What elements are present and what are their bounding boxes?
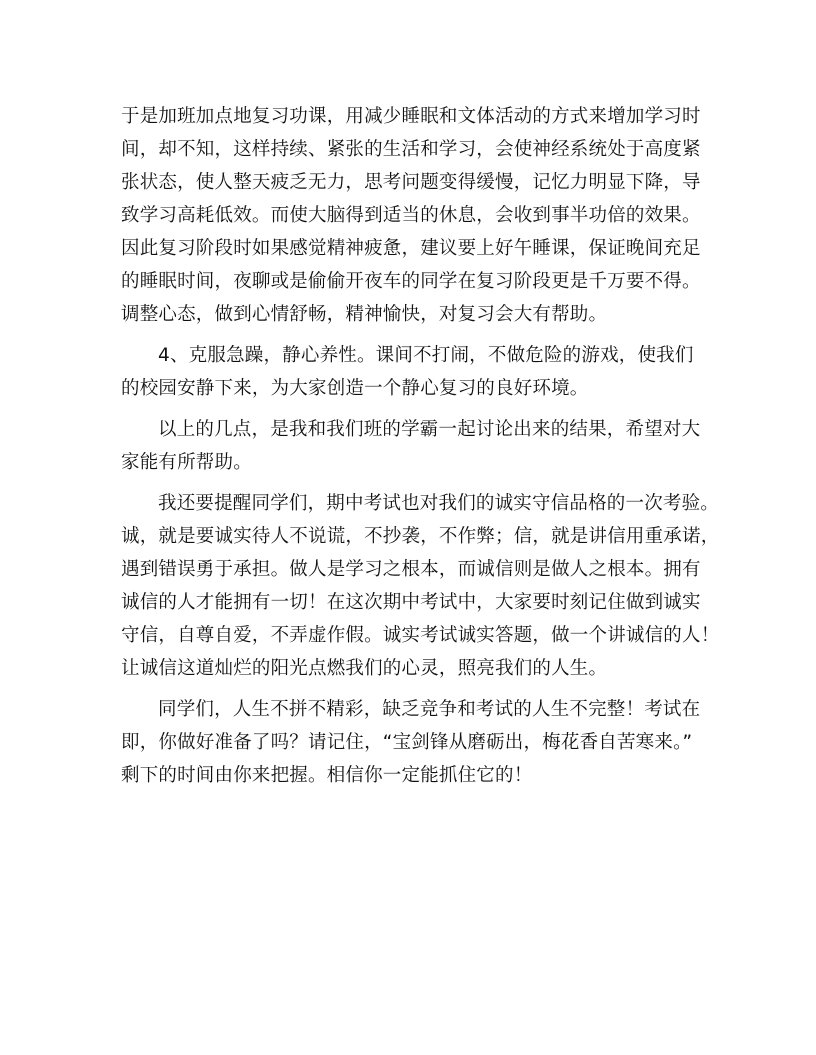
text-line: 即，你做好准备了吗？请记住，“宝剑锋从磨砺出，梅花香自苦寒来。” bbox=[121, 732, 693, 753]
text-line: 诚，就是要诚实待人不说谎，不抄袭，不作弊；信，就是讲信用重承诺， bbox=[121, 526, 720, 547]
text-line: 让诚信这道灿烂的阳光点燃我们的心灵，照亮我们的人生。 bbox=[121, 658, 608, 679]
text-line: 的校园安静下来，为大家创造一个静心复习的良好环境。 bbox=[121, 378, 589, 399]
text-line: 守信，自尊自爱，不弄虚作假。诚实考试诚实答题，做一个讲诚信的人！ bbox=[121, 625, 720, 646]
text-line: 的睡眠时间，夜聊或是偷偷开夜车的同学在复习阶段更是千万要不得。 bbox=[121, 271, 701, 292]
paragraph-spacer bbox=[121, 685, 699, 693]
text-line: 张状态，使人整天疲乏无力，思考问题变得缓慢，记忆力明显下降，导 bbox=[121, 172, 701, 193]
text-line: 以上的几点，是我和我们班的学霸一起讨论出来的结果，希望对大 bbox=[158, 419, 701, 440]
text-line: 致学习高耗低效。而使大脑得到适当的休息，会收到事半功倍的效果。 bbox=[121, 205, 701, 226]
paragraph-spacer bbox=[121, 331, 699, 339]
text-line: 间，却不知，这样持续、紧张的生活和学习，会使神经系统处于高度紧 bbox=[121, 139, 701, 160]
text-line: 剩下的时间由你来把握。相信你一定能抓住它的！ bbox=[121, 765, 533, 786]
text-line: 家能有所帮助。 bbox=[121, 452, 252, 473]
text-line: 于是加班加点地复习功课，用减少睡眠和文体活动的方式来增加学习时 bbox=[121, 106, 701, 127]
paragraph-3 bbox=[121, 413, 699, 479]
document-body bbox=[121, 100, 720, 792]
paragraph-spacer bbox=[121, 479, 699, 487]
text-line: 4、克服急躁，静心养性。课间不打闹，不做危险的游戏，使我们 bbox=[158, 345, 694, 366]
text-line: 因此复习阶段时如果感觉精神疲惫，建议要上好午睡课，保证晚间充足 bbox=[121, 238, 701, 259]
text-line: 调整心态，做到心情舒畅，精神愉快，对复习会大有帮助。 bbox=[121, 304, 608, 325]
text-line: 遇到错误勇于承担。做人是学习之根本，而诚信则是做人之根本。拥有 bbox=[121, 559, 701, 580]
text-line: 同学们，人生不拼不精彩，缺乏竞争和考试的人生不完整！考试在 bbox=[158, 699, 701, 720]
paragraph-4 bbox=[121, 487, 720, 685]
text-line: 诚信的人才能拥有一切！在这次期中考试中，大家要时刻记住做到诚实 bbox=[121, 592, 701, 613]
paragraph-spacer bbox=[121, 405, 699, 413]
paragraph-5 bbox=[121, 693, 699, 792]
paragraph-1 bbox=[121, 100, 699, 331]
paragraph-2 bbox=[121, 339, 699, 405]
text-line: 我还要提醒同学们，期中考试也对我们的诚实守信品格的一次考验。 bbox=[158, 493, 720, 514]
